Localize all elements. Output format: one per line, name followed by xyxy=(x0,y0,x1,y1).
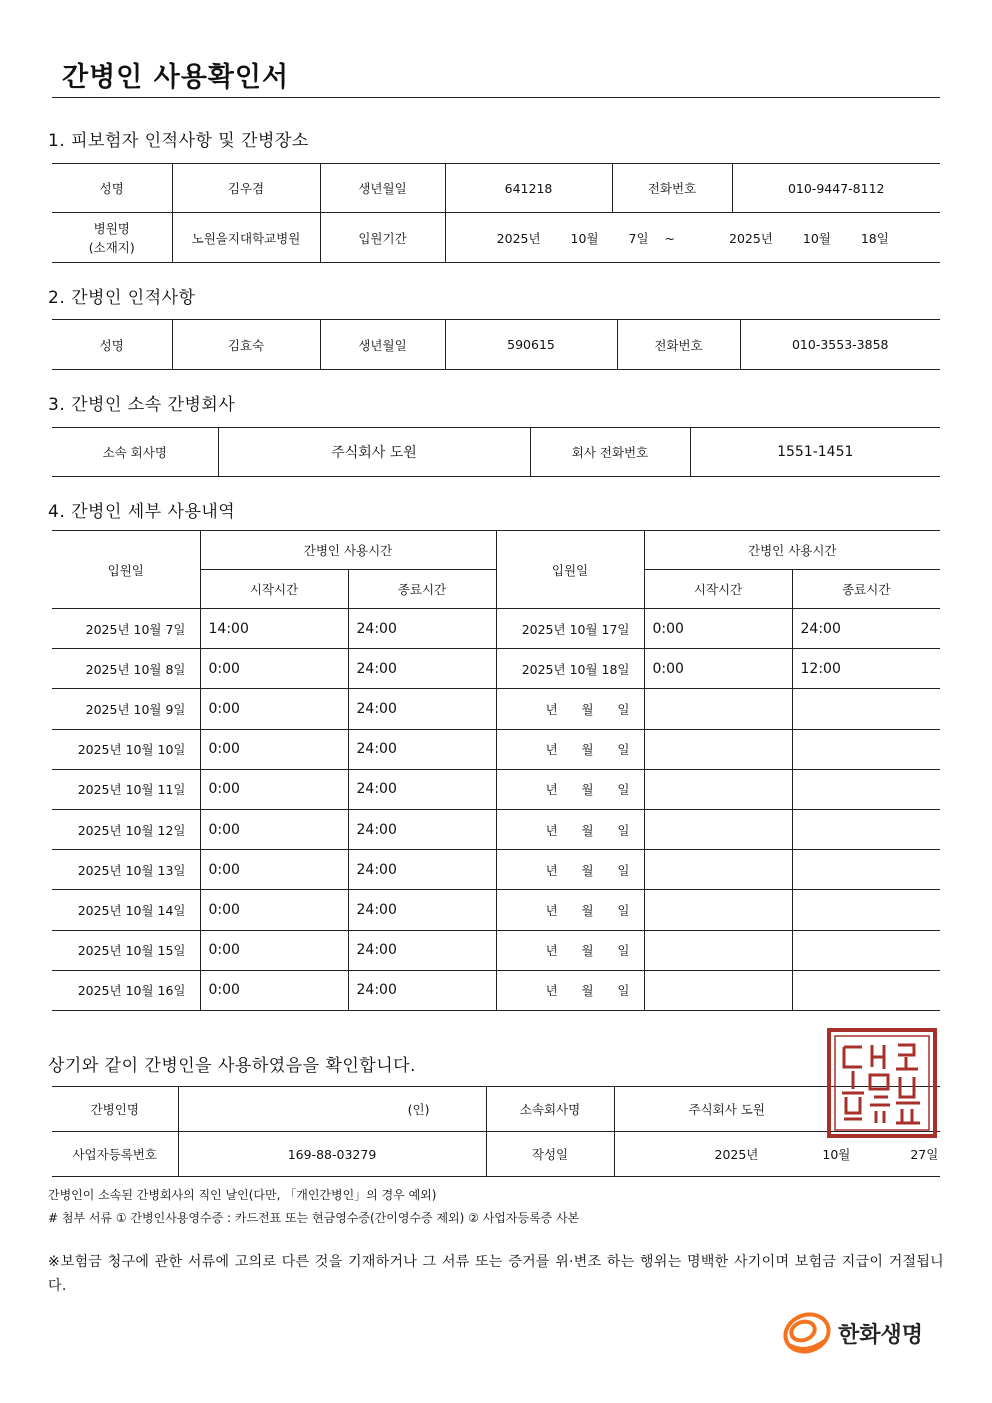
usage-row xyxy=(52,890,940,930)
start-time-right xyxy=(644,809,792,849)
end-time-right xyxy=(792,930,940,970)
written-day: 27일 xyxy=(910,1147,939,1162)
admission-date-left: 2025년 10월 7일 xyxy=(52,609,200,649)
caregiver-sign-label: 간병인명 xyxy=(52,1087,178,1132)
usage-row xyxy=(52,809,940,849)
affiliated-company: 주식회사 도원 xyxy=(614,1087,940,1132)
end-time-right: 24:00 xyxy=(792,609,940,649)
end-time-left: 24:00 xyxy=(348,689,496,729)
usage-row xyxy=(52,970,940,1010)
end-header-left: 종료시간 xyxy=(348,570,496,609)
start-time-right xyxy=(644,729,792,769)
end-time-left: 24:00 xyxy=(348,850,496,890)
hospital-label-cell xyxy=(52,213,172,263)
insured-birth: 641218 xyxy=(445,164,612,213)
written-date-label: 작성일 xyxy=(486,1132,614,1177)
start-time-left: 0:00 xyxy=(200,649,348,689)
insured-birth-label: 생년월일 xyxy=(320,164,445,213)
start-time-left: 0:00 xyxy=(200,729,348,769)
period-from-year: 2025년 xyxy=(496,230,541,246)
start-time-right xyxy=(644,769,792,809)
start-time-right xyxy=(644,689,792,729)
usage-row xyxy=(52,609,940,649)
end-time-left: 24:00 xyxy=(348,930,496,970)
period-to-day: 18일 xyxy=(860,230,889,246)
company-name: 주식회사 도원 xyxy=(218,428,530,477)
company-name-label: 소속 회사명 xyxy=(52,428,218,477)
usage-header-right: 간병인 사용시간 xyxy=(644,531,940,570)
usage-row xyxy=(52,649,940,689)
insured-name-label: 성명 xyxy=(52,164,172,213)
admission-date-right: 년 월 일 xyxy=(496,970,644,1010)
end-time-left: 24:00 xyxy=(348,609,496,649)
start-time-right xyxy=(644,930,792,970)
admission-period xyxy=(445,213,940,263)
start-time-left: 14:00 xyxy=(200,609,348,649)
company-phone-label: 회사 전화번호 xyxy=(530,428,690,477)
company-info-table xyxy=(52,427,940,477)
caregiver-phone: 010-3553-3858 xyxy=(740,320,940,370)
insured-phone-label: 전화번호 xyxy=(612,164,732,213)
end-time-left: 24:00 xyxy=(348,970,496,1010)
end-time-right xyxy=(792,769,940,809)
admission-date-left: 2025년 10월 9일 xyxy=(52,689,200,729)
admission-date-left: 2025년 10월 16일 xyxy=(52,970,200,1010)
end-time-right xyxy=(792,970,940,1010)
usage-row xyxy=(52,930,940,970)
start-time-right: 0:00 xyxy=(644,609,792,649)
admission-date-right: 2025년 10월 18일 xyxy=(496,649,644,689)
caregiver-phone-label: 전화번호 xyxy=(617,320,740,370)
period-from-month: 10월 xyxy=(570,230,599,246)
end-time-left: 24:00 xyxy=(348,649,496,689)
insured-name: 김우겸 xyxy=(172,164,320,213)
start-time-left: 0:00 xyxy=(200,970,348,1010)
start-time-left: 0:00 xyxy=(200,850,348,890)
affiliated-company-label: 소속회사명 xyxy=(486,1087,614,1132)
section2-heading: 2. 간병인 인적사항 xyxy=(48,288,196,308)
admission-date-right: 2025년 10월 17일 xyxy=(496,609,644,649)
company-phone: 1551-1451 xyxy=(690,428,940,477)
note-attachments: # 첨부 서류 ① 간병인사용영수증 : 카드전표 또는 현금영수증(간이영수증 제외) ② 사업자등록증 사본 xyxy=(48,1211,580,1225)
end-time-right: 12:00 xyxy=(792,649,940,689)
section3-heading: 3. 간병인 소속 간병회사 xyxy=(48,395,236,415)
start-time-left: 0:00 xyxy=(200,769,348,809)
admission-date-right: 년 월 일 xyxy=(496,890,644,930)
section1-heading: 1. 피보험자 인적사항 및 간병장소 xyxy=(48,131,309,151)
hanwha-logo-wordmark: 한화생명 xyxy=(838,1323,924,1348)
end-time-right xyxy=(792,729,940,769)
document-title: 간병인 사용확인서 xyxy=(62,62,290,93)
end-time-left: 24:00 xyxy=(348,729,496,769)
admission-date-left: 2025년 10월 15일 xyxy=(52,930,200,970)
caregiver-birth: 590615 xyxy=(445,320,617,370)
note-seal-required: 간병인이 소속된 간병회사의 직인 날인(다만, 「개인간병인」의 경우 예외) xyxy=(48,1188,437,1202)
admission-period-label: 입원기간 xyxy=(320,213,445,263)
hospital-label: 병원명 xyxy=(93,220,130,236)
admission-date-right: 년 월 일 xyxy=(496,689,644,729)
written-month: 10월 xyxy=(822,1147,851,1162)
start-time-left: 0:00 xyxy=(200,809,348,849)
start-header-right: 시작시간 xyxy=(644,570,792,609)
admission-date-right: 년 월 일 xyxy=(496,809,644,849)
date-header-right: 입원일 xyxy=(496,531,644,609)
end-time-right xyxy=(792,809,940,849)
period-to-year: 2025년 xyxy=(729,230,773,246)
admission-date-left: 2025년 10월 12일 xyxy=(52,809,200,849)
admission-date-left: 2025년 10월 14일 xyxy=(52,890,200,930)
confirm-text: 상기와 같이 간병인을 사용하였음을 확인합니다. xyxy=(48,1056,416,1076)
start-header-left: 시작시간 xyxy=(200,570,348,609)
start-time-left: 0:00 xyxy=(200,689,348,729)
date-header-left: 입원일 xyxy=(52,531,200,609)
period-from-day: 7일 xyxy=(628,230,649,246)
admission-date-right: 년 월 일 xyxy=(496,850,644,890)
start-time-left: 0:00 xyxy=(200,930,348,970)
admission-date-right: 년 월 일 xyxy=(496,769,644,809)
usage-rows xyxy=(52,609,940,1011)
admission-date-right: 년 월 일 xyxy=(496,930,644,970)
end-time-left: 24:00 xyxy=(348,769,496,809)
end-time-right xyxy=(792,689,940,729)
end-header-right: 종료시간 xyxy=(792,570,940,609)
confirm-table xyxy=(52,1086,940,1177)
section4-heading: 4. 간병인 세부 사용내역 xyxy=(48,502,236,522)
hospital-label-sub: (소재지) xyxy=(88,239,135,255)
usage-detail-table xyxy=(52,530,940,1011)
bizno: 169-88-03279 xyxy=(178,1132,486,1177)
start-time-right xyxy=(644,890,792,930)
fraud-warning: ※보험금 청구에 관한 서류에 고의로 다른 것을 기재하거나 그 서류 또는 증거를 위·변조 하는 행위는 명백한 사기이며 보험금 지급이 거절됩니다. xyxy=(48,1254,944,1294)
insured-phone: 010-9447-8112 xyxy=(732,164,940,213)
admission-date-left: 2025년 10월 13일 xyxy=(52,850,200,890)
start-time-right: 0:00 xyxy=(644,649,792,689)
start-time-left: 0:00 xyxy=(200,890,348,930)
caregiver-birth-label: 생년월일 xyxy=(320,320,445,370)
period-to-month: 10월 xyxy=(802,230,831,246)
insured-info-table xyxy=(52,163,940,263)
admission-date-left: 2025년 10월 11일 xyxy=(52,769,200,809)
title-divider xyxy=(52,97,940,98)
usage-row xyxy=(52,729,940,769)
admission-date-left: 2025년 10월 8일 xyxy=(52,649,200,689)
admission-date-left: 2025년 10월 10일 xyxy=(52,729,200,769)
usage-header-left: 간병인 사용시간 xyxy=(200,531,496,570)
end-time-left: 24:00 xyxy=(348,890,496,930)
period-tilde: ~ xyxy=(664,230,676,246)
hospital-name: 노원을지대학교병원 xyxy=(172,213,320,263)
caregiver-info-table xyxy=(52,319,940,370)
caregiver-seal-mark: (인) xyxy=(178,1087,486,1132)
end-time-right xyxy=(792,890,940,930)
end-time-right xyxy=(792,850,940,890)
usage-row xyxy=(52,850,940,890)
start-time-right xyxy=(644,850,792,890)
usage-row xyxy=(52,689,940,729)
bizno-label: 사업자등록번호 xyxy=(52,1132,178,1177)
caregiver-name: 김효숙 xyxy=(172,320,320,370)
company-seal-stamp xyxy=(826,1027,938,1139)
admission-date-right: 년 월 일 xyxy=(496,729,644,769)
start-time-right xyxy=(644,970,792,1010)
usage-row xyxy=(52,769,940,809)
end-time-left: 24:00 xyxy=(348,809,496,849)
written-year: 2025년 xyxy=(714,1147,759,1162)
caregiver-name-label: 성명 xyxy=(52,320,172,370)
